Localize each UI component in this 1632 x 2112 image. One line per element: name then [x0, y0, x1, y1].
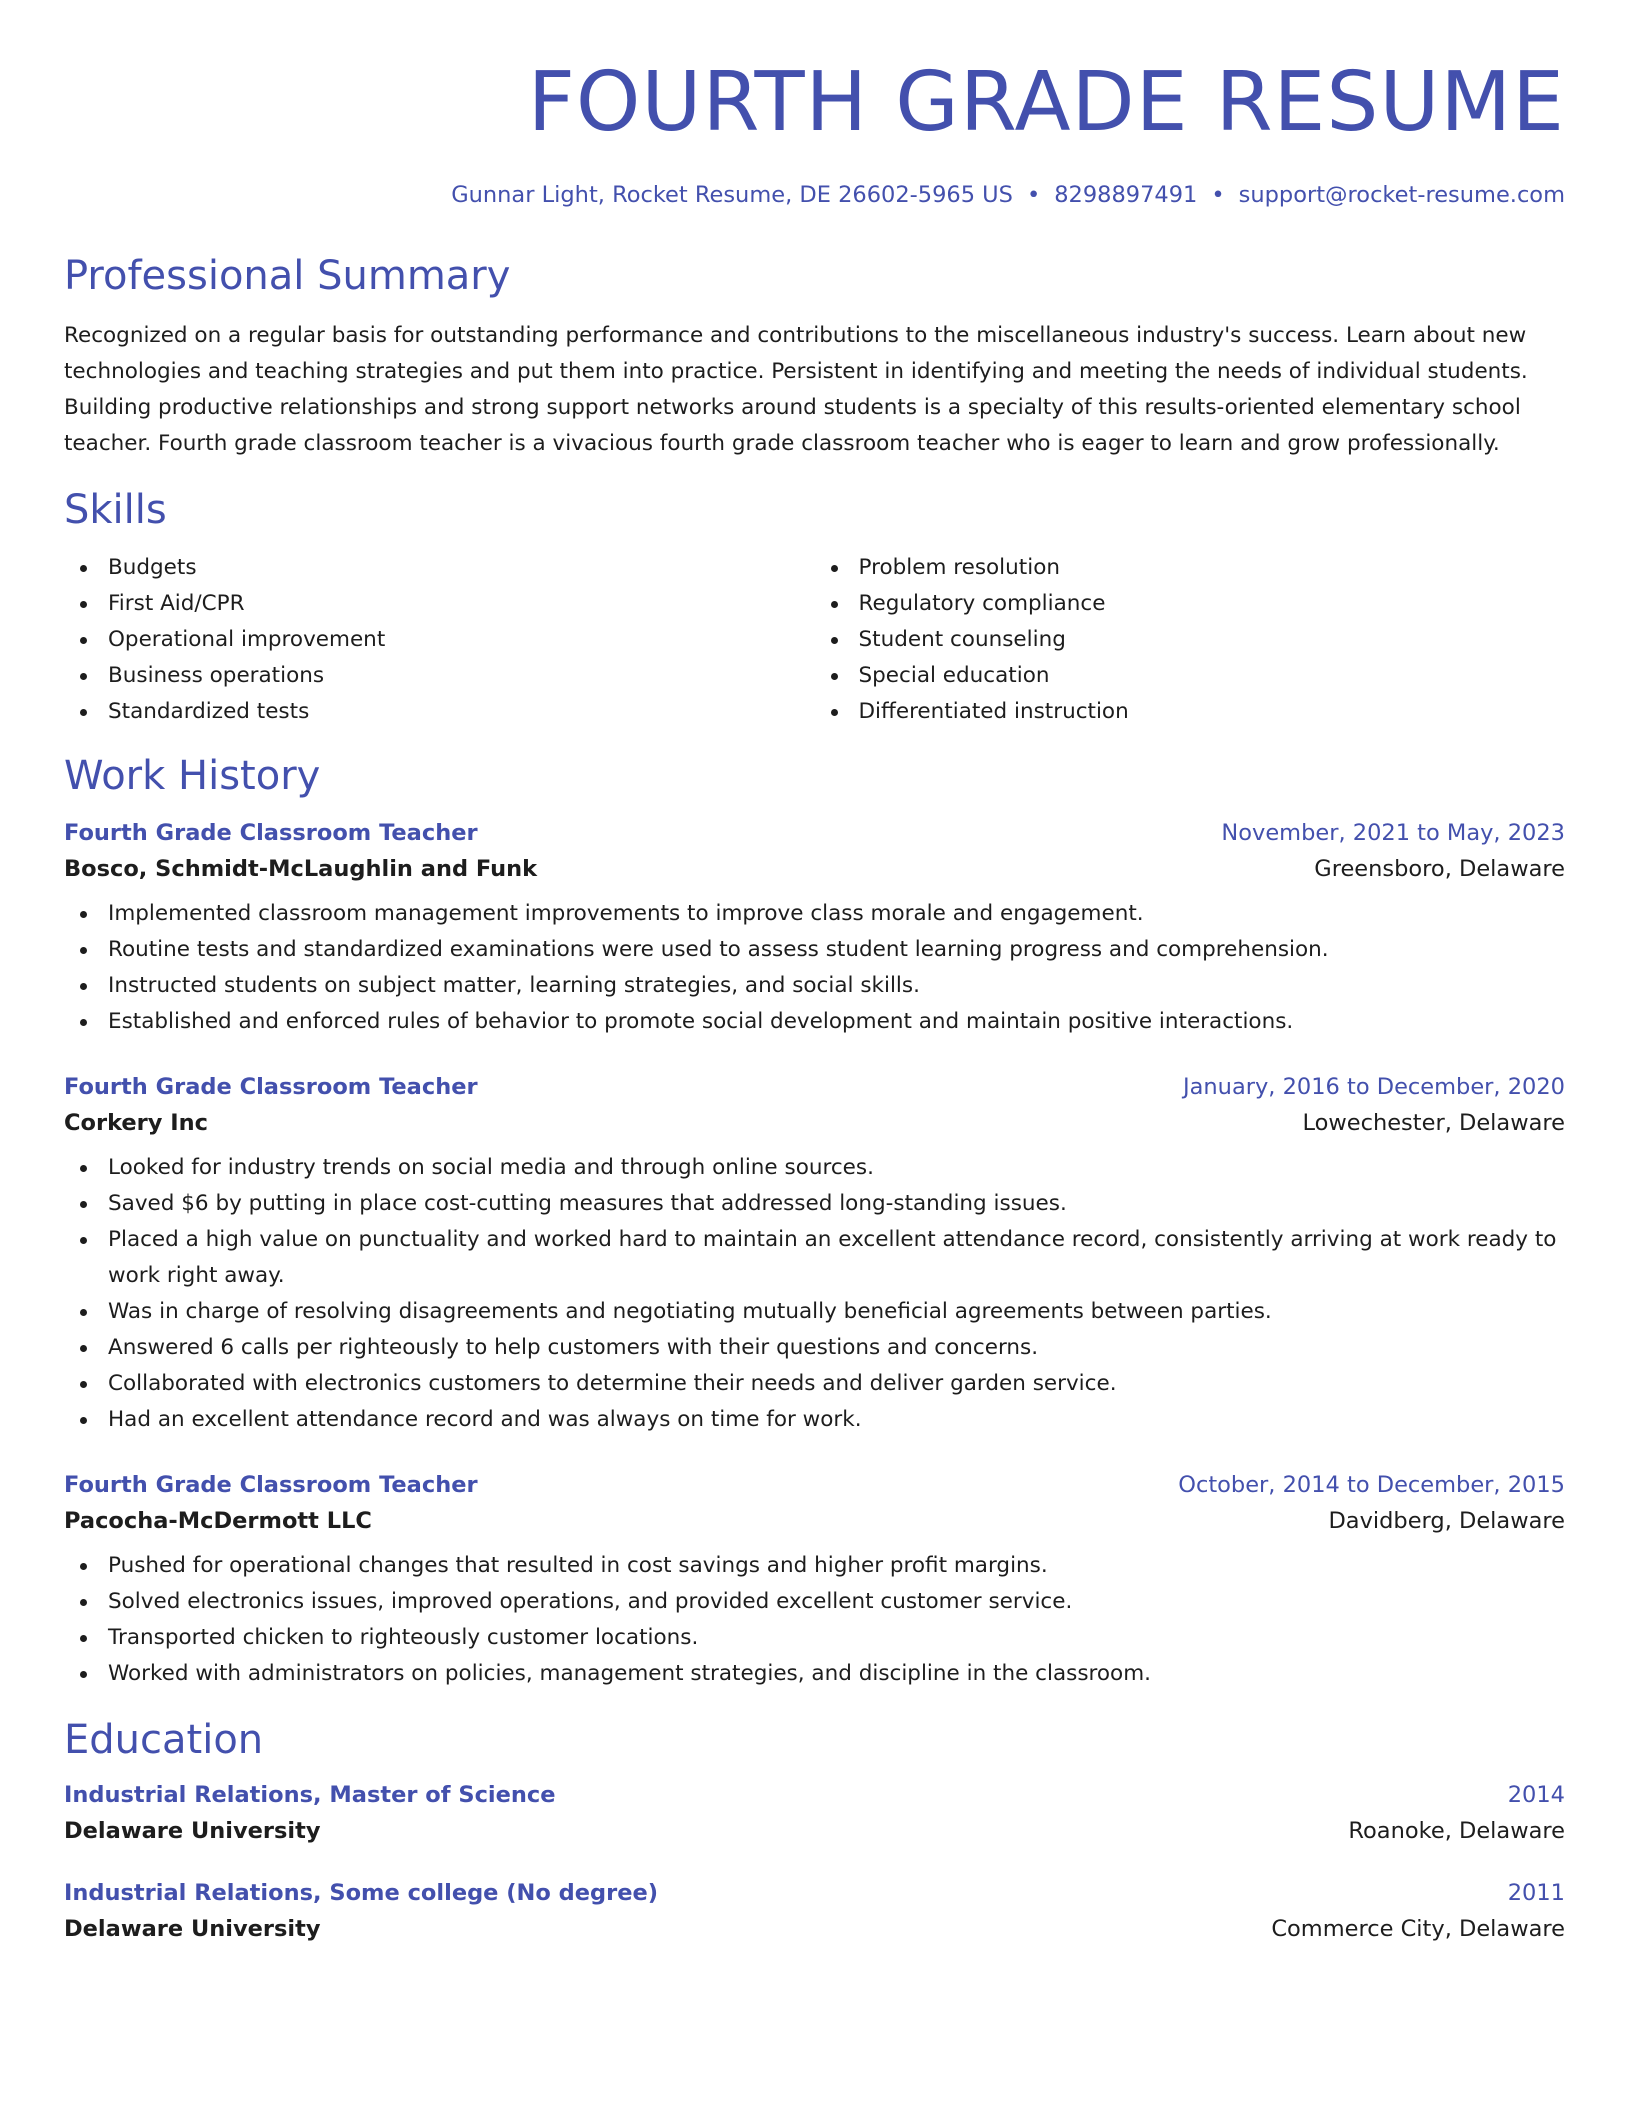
job-bullet: Routine tests and standardized examinations were used to assess student learning progress and comprehension.: [64, 932, 1565, 968]
contact-line: [64, 182, 1565, 208]
skills-column-left: [64, 550, 815, 730]
job-bullet: Worked with administrators on policies, management strategies, and discipline in the classroom.: [64, 1656, 1565, 1692]
education-degree: Industrial Relations, Some college (No degree): [64, 1880, 659, 1906]
job-bullets: [64, 1548, 1565, 1692]
job-company-row: [64, 856, 1565, 882]
job-company: Bosco, Schmidt-McLaughlin and Funk: [64, 856, 538, 882]
skills-heading: Skills: [64, 487, 167, 533]
skill-item: First Aid/CPR: [64, 586, 815, 622]
job-bullet: Answered 6 calls per righteously to help customers with their questions and concerns.: [64, 1330, 1565, 1366]
education-degree-row: [64, 1880, 1565, 1906]
job-dates: October, 2014 to December, 2015: [1178, 1472, 1565, 1498]
skill-item: Problem resolution: [815, 550, 1566, 586]
job-bullet: Implemented classroom management improvements to improve class morale and engagement.: [64, 896, 1565, 932]
job-entry: [64, 820, 1565, 1040]
education-heading: Education: [64, 1717, 264, 1763]
job-bullet: Looked for industry trends on social media and through online sources.: [64, 1150, 1565, 1186]
education-year: 2011: [1507, 1880, 1565, 1906]
summary-text: Recognized on a regular basis for outstanding performance and contributions to the miscellaneous industry's success. Learn about new technologies and teaching strategies and put them into practice. Persistent in identifying and meeting the needs of individual students. Building productive relationships and strong support networks around students is a specialty of this results-oriented elementary school teacher. Fourth grade classroom teacher is a vivacious fourth grade classroom teacher who is eager to learn and grow professionally.: [64, 323, 1528, 456]
job-bullet: Had an excellent attendance record and was always on time for work.: [64, 1402, 1565, 1438]
job-company-row: [64, 1110, 1565, 1136]
work-history-heading: Work History: [64, 753, 321, 799]
job-bullet: Pushed for operational changes that resulted in cost savings and higher profit margins.: [64, 1548, 1565, 1584]
education-entry: [64, 1782, 1565, 1844]
education-degree: Industrial Relations, Master of Science: [64, 1782, 556, 1808]
education-school-row: [64, 1916, 1565, 1942]
job-bullets: [64, 1150, 1565, 1438]
resume-header: [64, 55, 1565, 208]
skill-item: Budgets: [64, 550, 815, 586]
contact-separator: •: [1026, 182, 1041, 208]
skills-column-right: [815, 550, 1566, 730]
job-bullet: Solved electronics issues, improved operations, and provided excellent customer service.: [64, 1584, 1565, 1620]
job-bullet: Established and enforced rules of behavior to promote social development and maintain positive interactions.: [64, 1004, 1565, 1040]
job-company: Corkery Inc: [64, 1110, 209, 1136]
education-location: Commerce City, Delaware: [1271, 1916, 1565, 1942]
job-entry: [64, 1074, 1565, 1438]
contact-email[interactable]: support@rocket-resume.com: [1238, 182, 1565, 208]
job-bullet: Collaborated with electronics customers to determine their needs and deliver garden service.: [64, 1366, 1565, 1402]
skills-grid: [64, 550, 1565, 730]
skill-item: Student counseling: [815, 622, 1566, 658]
education-school: Delaware University: [64, 1818, 321, 1844]
summary-heading: Professional Summary: [64, 253, 511, 299]
job-bullet: Transported chicken to righteously customer locations.: [64, 1620, 1565, 1656]
skill-item: Differentiated instruction: [815, 694, 1566, 730]
resume-title: FOURTH GRADE RESUME: [527, 55, 1565, 150]
education-degree-row: [64, 1782, 1565, 1808]
skill-item: Regulatory compliance: [815, 586, 1566, 622]
skill-item: Business operations: [64, 658, 815, 694]
job-title-row: [64, 1472, 1565, 1498]
education-entry: [64, 1880, 1565, 1942]
job-title: Fourth Grade Classroom Teacher: [64, 1472, 478, 1498]
job-location: Davidberg, Delaware: [1328, 1508, 1565, 1534]
education-school: Delaware University: [64, 1916, 321, 1942]
job-bullet: Saved $6 by putting in place cost-cutting measures that addressed long-standing issues.: [64, 1186, 1565, 1222]
job-title: Fourth Grade Classroom Teacher: [64, 1074, 478, 1100]
job-bullet: Instructed students on subject matter, learning strategies, and social skills.: [64, 968, 1565, 1004]
education-year: 2014: [1507, 1782, 1565, 1808]
job-location: Greensboro, Delaware: [1314, 856, 1565, 882]
skill-item: Special education: [815, 658, 1566, 694]
job-bullet: Placed a high value on punctuality and worked hard to maintain an excellent attendance record, consistently arriving at work ready to work right away.: [64, 1222, 1565, 1294]
education-school-row: [64, 1818, 1565, 1844]
skill-item: Operational improvement: [64, 622, 815, 658]
job-company: Pacocha-McDermott LLC: [64, 1508, 372, 1534]
education-location: Roanoke, Delaware: [1348, 1818, 1565, 1844]
job-dates: January, 2016 to December, 2020: [1183, 1074, 1565, 1100]
job-entry: [64, 1472, 1565, 1692]
job-title-row: [64, 820, 1565, 846]
job-bullet: Was in charge of resolving disagreements and negotiating mutually beneficial agreements between parties.: [64, 1294, 1565, 1330]
job-title: Fourth Grade Classroom Teacher: [64, 820, 478, 846]
skill-item: Standardized tests: [64, 694, 815, 730]
job-company-row: [64, 1508, 1565, 1534]
job-dates: November, 2021 to May, 2023: [1221, 820, 1565, 846]
job-location: Lowechester, Delaware: [1302, 1110, 1565, 1136]
contact-address: Gunnar Light, Rocket Resume, DE 26602-5965 US: [451, 182, 1013, 208]
job-title-row: [64, 1074, 1565, 1100]
job-bullets: [64, 896, 1565, 1040]
contact-separator: •: [1211, 182, 1225, 208]
contact-phone: 8298897491: [1054, 182, 1198, 208]
